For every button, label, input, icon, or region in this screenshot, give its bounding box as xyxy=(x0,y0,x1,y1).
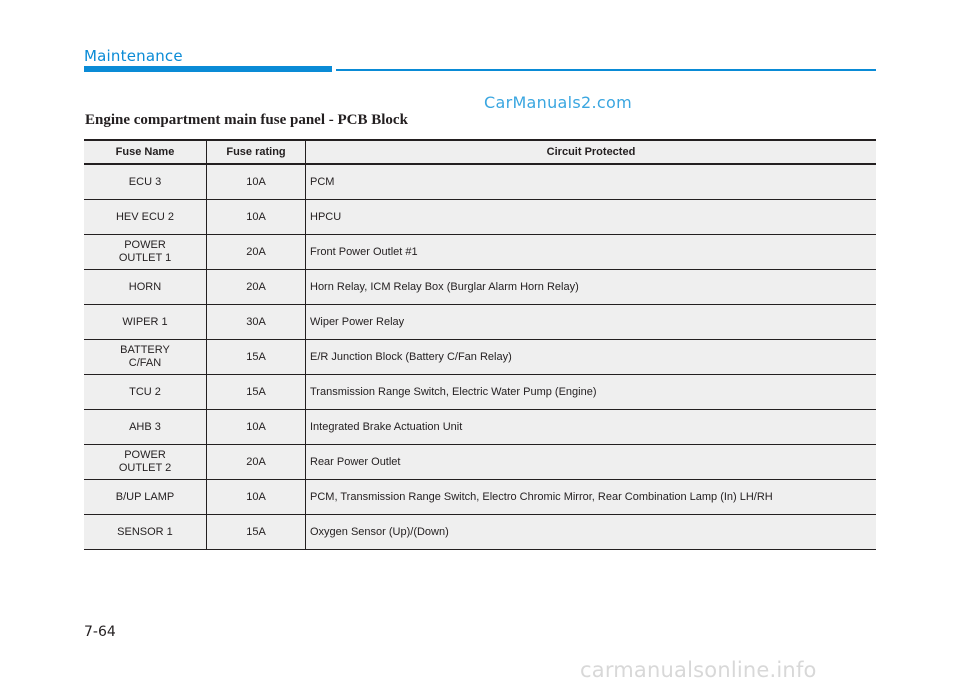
page-number: 7-64 xyxy=(84,624,116,640)
fuse-name: AHB 3 xyxy=(129,420,161,433)
fuse-name: POWER OUTLET 2 xyxy=(118,449,172,474)
fuse-rating-cell: 20A xyxy=(207,235,306,270)
fuse-rating-cell: 20A xyxy=(207,270,306,305)
table-row xyxy=(84,200,876,235)
circuit-cell: Wiper Power Relay xyxy=(306,305,877,340)
table-row xyxy=(84,480,876,515)
fuse-name-cell xyxy=(84,164,207,200)
fuse-rating-cell: 15A xyxy=(207,340,306,375)
table-row xyxy=(84,375,876,410)
fuse-table xyxy=(84,139,876,550)
table-row xyxy=(84,270,876,305)
fuse-name-cell xyxy=(84,305,207,340)
circuit-cell: PCM, Transmission Range Switch, Electro Chromic Mirror, Rear Combination Lamp (In) LH/RH xyxy=(306,480,877,515)
column-header-circuit-protected: Circuit Protected xyxy=(306,140,877,164)
table-row xyxy=(84,235,876,270)
fuse-name: WIPER 1 xyxy=(122,315,168,328)
table-row xyxy=(84,410,876,445)
fuse-name: HEV ECU 2 xyxy=(115,210,175,223)
circuit-cell: Horn Relay, ICM Relay Box (Burglar Alarm Horn Relay) xyxy=(306,270,877,305)
circuit-cell: E/R Junction Block (Battery C/Fan Relay) xyxy=(306,340,877,375)
fuse-rating-cell: 15A xyxy=(207,375,306,410)
fuse-name-cell xyxy=(84,270,207,305)
header-accent-bar xyxy=(84,66,332,72)
header-rule xyxy=(336,69,876,71)
fuse-name-cell xyxy=(84,340,207,375)
watermark-top: CarManuals2.com xyxy=(484,93,632,112)
fuse-name: HORN xyxy=(128,280,162,293)
fuse-rating-cell: 10A xyxy=(207,410,306,445)
table-row xyxy=(84,305,876,340)
circuit-cell: Rear Power Outlet xyxy=(306,445,877,480)
circuit-cell: Integrated Brake Actuation Unit xyxy=(306,410,877,445)
fuse-name-cell xyxy=(84,515,207,550)
column-header-fuse-rating: Fuse rating xyxy=(207,140,306,164)
fuse-rating-cell: 20A xyxy=(207,445,306,480)
fuse-name-cell xyxy=(84,445,207,480)
fuse-name: POWER OUTLET 1 xyxy=(118,239,172,264)
fuse-name-cell xyxy=(84,375,207,410)
circuit-cell: Front Power Outlet #1 xyxy=(306,235,877,270)
column-header-fuse-name: Fuse Name xyxy=(84,140,207,164)
circuit-cell: Transmission Range Switch, Electric Water Pump (Engine) xyxy=(306,375,877,410)
fuse-name: BATTERY C/FAN xyxy=(120,344,170,369)
page-title: Engine compartment main fuse panel - PCB Block xyxy=(85,112,408,128)
fuse-name-cell xyxy=(84,235,207,270)
section-label: Maintenance xyxy=(84,47,183,65)
table-row xyxy=(84,340,876,375)
fuse-name: TCU 2 xyxy=(129,385,161,398)
fuse-name-cell xyxy=(84,200,207,235)
table-row xyxy=(84,515,876,550)
circuit-cell: Oxygen Sensor (Up)/(Down) xyxy=(306,515,877,550)
fuse-rating-cell: 10A xyxy=(207,200,306,235)
table-row xyxy=(84,164,876,200)
fuse-rating-cell: 10A xyxy=(207,164,306,200)
table-header-row xyxy=(84,140,876,164)
fuse-rating-cell: 30A xyxy=(207,305,306,340)
fuse-name-cell xyxy=(84,410,207,445)
fuse-name: B/UP LAMP xyxy=(115,490,175,503)
fuse-rating-cell: 15A xyxy=(207,515,306,550)
circuit-cell: PCM xyxy=(306,164,877,200)
circuit-cell: HPCU xyxy=(306,200,877,235)
fuse-rating-cell: 10A xyxy=(207,480,306,515)
watermark-bottom: carmanualsonline.info xyxy=(580,658,817,682)
fuse-name: ECU 3 xyxy=(128,175,162,188)
table-row xyxy=(84,445,876,480)
fuse-name: SENSOR 1 xyxy=(117,525,173,538)
fuse-name-cell xyxy=(84,480,207,515)
